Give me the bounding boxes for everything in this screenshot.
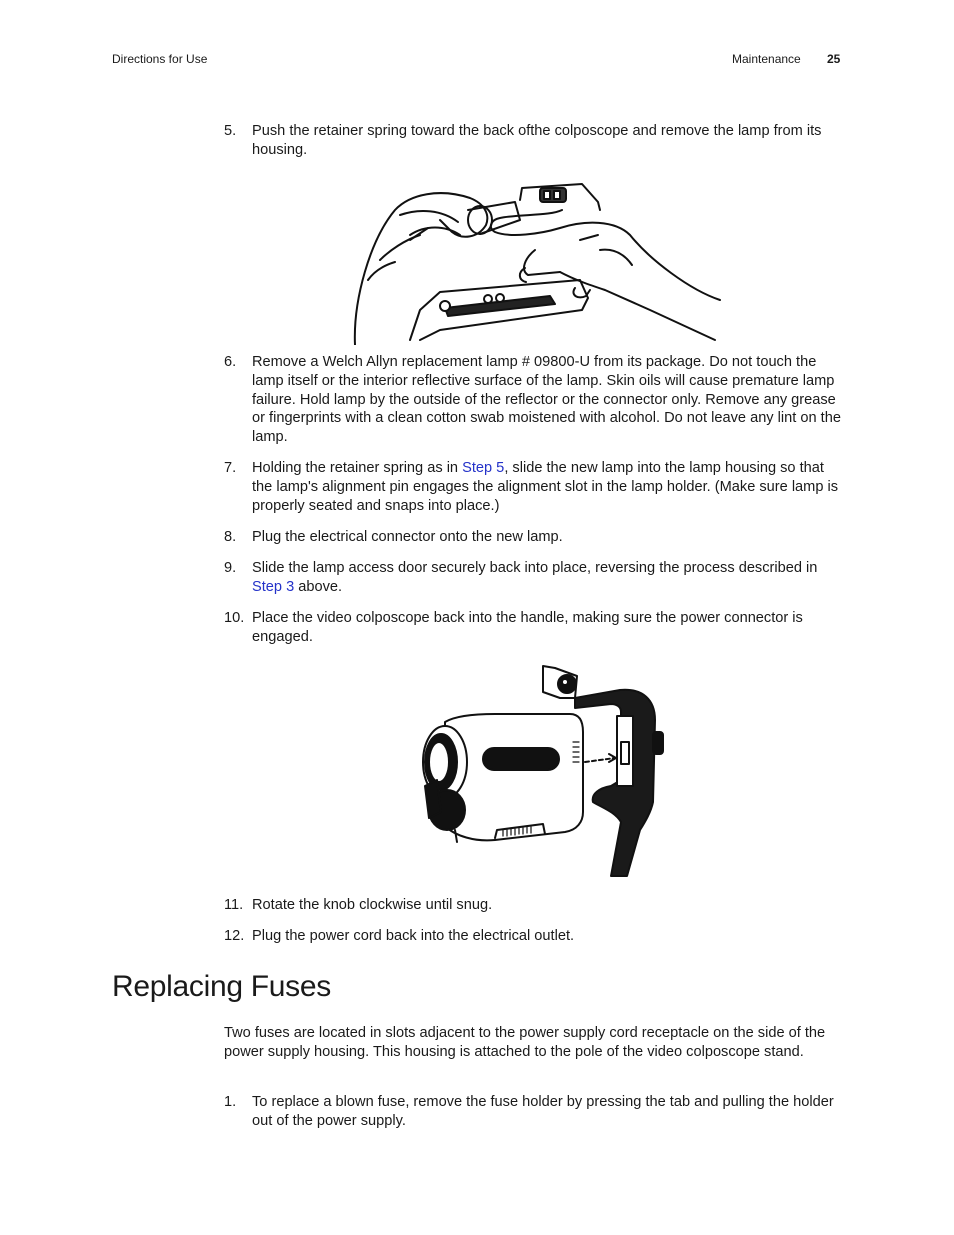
step-5 (224, 122, 844, 160)
step-text: Plug the electrical connector onto the new lamp. (252, 529, 563, 545)
step-text-part: above. (294, 578, 343, 595)
step-text (252, 559, 844, 597)
step-10 (224, 609, 844, 647)
step-number: 1. (224, 1094, 237, 1110)
running-header-section: Maintenance (732, 52, 801, 66)
step-text-part: Holding the retainer spring as in (252, 460, 463, 476)
step-number: 11. (224, 897, 244, 913)
page-number: 25 (827, 52, 841, 66)
step-text: Rotate the knob clockwise until snug. (252, 897, 493, 913)
step-number: 6. (224, 354, 237, 370)
step-11 (224, 896, 844, 915)
step-12 (224, 927, 844, 946)
step-number: 7. (224, 460, 237, 476)
fuse-step-1 (224, 1093, 844, 1131)
step-7 (224, 459, 844, 515)
section-heading: Replacing Fuses (112, 970, 331, 1003)
step-number: 12. (224, 928, 245, 944)
step-number: 5. (224, 123, 237, 139)
step-number: 10. (224, 610, 245, 626)
step-8 (224, 528, 844, 547)
running-header-title: Directions for Use (112, 52, 208, 66)
step-number: 8. (224, 529, 237, 545)
step-text: Place the video colposcope back into the handle, making sure the power connector is engaged. (252, 610, 803, 645)
step-text-part: , slide the new lamp into the lamp housing so that the lamp's alignment pin engages the alignment slot in the lamp holder. (Make sure lamp is properly seated and snaps into place.) (252, 460, 839, 514)
step-text (252, 459, 844, 515)
step-text: Push the retainer spring toward the back ofthe colposcope and remove the lamp from its housing. (252, 123, 822, 158)
step-text: To replace a blown fuse, remove the fuse holder by pressing the tab and pulling the holder out of the power supply. (252, 1094, 834, 1129)
step-5-link[interactable]: Step 5 (462, 460, 505, 476)
step-3-link[interactable]: Step 3 (252, 578, 295, 595)
step-6 (224, 353, 844, 447)
step-text: Remove a Welch Allyn replacement lamp # 09800-U from its package. Do not touch the lamp itself or the interior reflective surface of the lamp. Skin oils will cause premature lamp failure. Hold lamp by the outside of the reflector or the connector only. Remove any grease or fingerprints with a clean cotton swab moistened with alcohol. Do not leave any lint on the lamp. (252, 354, 841, 446)
step-number: 9. (224, 560, 237, 576)
step-9 (224, 559, 844, 597)
intro-paragraph: Two fuses are located in slots adjacent to the power supply cord receptacle on the side of the power supply housing. This housing is attached to the pole of the video colposcope stand. (224, 1025, 826, 1060)
colposcope-handle-illustration (415, 662, 675, 882)
step-text: Plug the power cord back into the electrical outlet. (252, 928, 575, 944)
step-text-part: Slide the lamp access door securely back into place, reversing the process described in (252, 560, 818, 576)
lamp-removal-illustration (350, 180, 730, 345)
